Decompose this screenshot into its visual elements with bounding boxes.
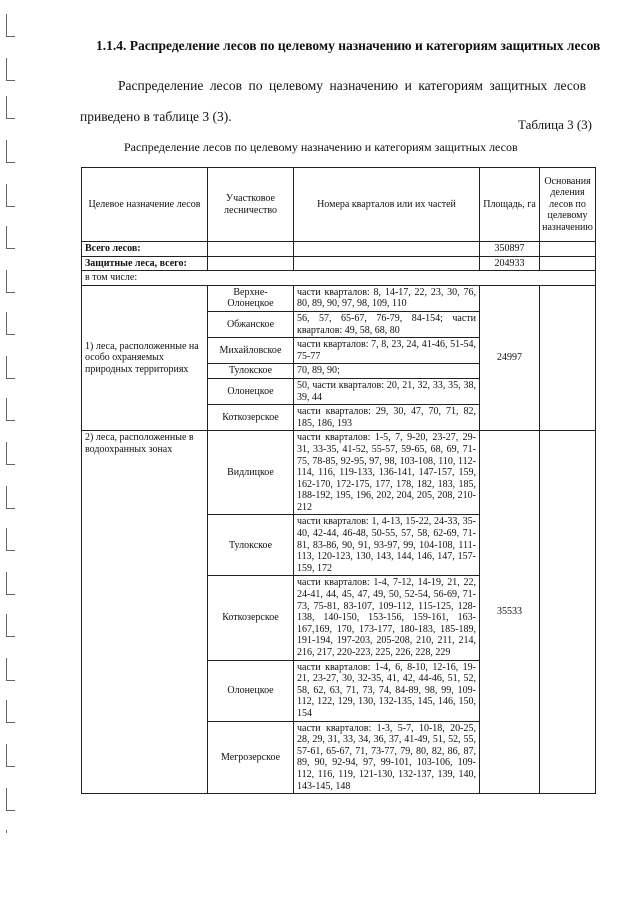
header-basis: Основания деления лесов по целевому назначению (540, 168, 596, 242)
district-cell: Олонецкое (208, 660, 294, 721)
district-cell: Коткозерское (208, 576, 294, 660)
total-label: Всего лесов: (82, 242, 208, 257)
group1-area: 24997 (480, 285, 540, 431)
district-cell: Мегрозерское (208, 721, 294, 794)
district-cell: Верхне-Олонецкое (208, 285, 294, 311)
district-cell: Коткозерское (208, 405, 294, 431)
protective-value: 204933 (480, 256, 540, 271)
total-value: 350897 (480, 242, 540, 257)
table-row-protective (82, 256, 596, 271)
district-cell: Видлицкое (208, 431, 294, 515)
quarters-cell: части кварталов: 1-4, 6, 8-10, 12-16, 19-21, 23-27, 30, 32-35, 41, 42, 44-46, 51, 52, 58, 62, 63, 71, 73, 74, 84-89, 98, 99, 109-112, 122, 129, 130, 132-135, 145, 146, 150, 154 (294, 660, 480, 721)
quarters-cell: части кварталов: 1, 4-13, 15-22, 24-33, 35-40, 42-44, 46-48, 50-55, 57, 58, 62-69, 71-81, 83-86, 90, 91, 93-97, 99, 104-108, 111-113, 120-123, 130, 143, 144, 146, 147, 157-159, 172 (294, 515, 480, 576)
table-label: Таблица 3 (3) (517, 117, 592, 132)
header-district: Участковое лесничество (208, 168, 294, 242)
district-cell: Обжанское (208, 311, 294, 337)
quarters-cell: 56, 57, 65-67, 76-79, 84-154; части кварталов: 49, 58, 68, 80 (294, 311, 480, 337)
table-row (82, 285, 596, 311)
group1-name: 1) леса, расположенные на особо охраняемых природных территориях (82, 285, 208, 431)
quarters-cell: части кварталов: 1-4, 7-12, 14-19, 21, 22, 24-41, 44, 45, 47, 49, 50, 52-54, 56-69, 71-73, 75-81, 83-107, 109-112, 115-125, 128-138, 140-150, 153-156, 159-161, 163-167,169, 170, 173-177, 180-183, 185-189, 191-194, 197-203, 205-208, 210, 211, 214, 216, 217, 220-223, 225, 226, 228, 229 (294, 576, 480, 660)
forest-distribution-table (81, 167, 596, 794)
quarters-cell: части кварталов: 8, 14-17, 22, 23, 30, 76, 80, 89, 90, 97, 98, 109, 110 (294, 285, 480, 311)
page-bottom-margin (0, 833, 640, 905)
table-caption: Распределение лесов по целевому назначению и категориям защитных лесов (124, 140, 518, 154)
binding-marks (0, 0, 20, 905)
quarters-cell: части кварталов: 1-3, 5-7, 10-18, 20-25, 28, 29, 31, 33, 34, 36, 37, 41-49, 51, 52, 55, 57-61, 65-67, 71, 73-77, 79, 80, 82, 86, 87, 89, 90, 92-94, 97, 99-101, 103-106, 109-112, 116, 119, 121-130, 132-137, 139, 140, 143-145, 148 (294, 721, 480, 794)
table-header-row (82, 168, 596, 242)
district-cell: Олонецкое (208, 378, 294, 404)
protective-label: Защитные леса, всего: (82, 256, 208, 271)
quarters-cell: части кварталов: 29, 30, 47, 70, 71, 82, 185, 186, 193 (294, 405, 480, 431)
table-row-including (82, 271, 596, 286)
table-row-total (82, 242, 596, 257)
table-row (82, 431, 596, 515)
district-cell: Тулокское (208, 364, 294, 379)
quarters-cell: части кварталов: 1-5, 7, 9-20, 23-27, 29-31, 33-35, 41-52, 55-57, 59-65, 68, 69, 71-75, 78-85, 92-95, 97, 98, 103-108, 110, 112-114, 116, 119-133, 136-141, 147-157, 159, 162-170, 172-175, 177, 178, 182, 183, 185, 188-192, 195, 196, 202, 204, 205, 208, 210-212 (294, 431, 480, 515)
header-purpose: Целевое назначение лесов (82, 168, 208, 242)
group2-name: 2) леса, расположенные в водоохранных зонах (82, 431, 208, 794)
quarters-cell: части кварталов: 7, 8, 23, 24, 41-46, 51-54, 75-77 (294, 338, 480, 364)
section-heading: 1.1.4. Распределение лесов по целевому назначению и категориям защитных лесов (96, 38, 601, 53)
district-cell: Михайловское (208, 338, 294, 364)
district-cell: Тулокское (208, 515, 294, 576)
header-area: Площадь, га (480, 168, 540, 242)
group2-area: 35533 (480, 431, 540, 794)
quarters-cell: 50, части кварталов: 20, 21, 32, 33, 35, 38, 39, 44 (294, 378, 480, 404)
quarters-cell: 70, 89, 90; (294, 364, 480, 379)
intro-paragraph: Распределение лесов по целевому назначению и категориям защитных лесов приведено в таблице 3 (3). (80, 78, 586, 124)
header-quarters: Номера кварталов или их частей (294, 168, 480, 242)
including-label: в том числе: (82, 271, 596, 286)
